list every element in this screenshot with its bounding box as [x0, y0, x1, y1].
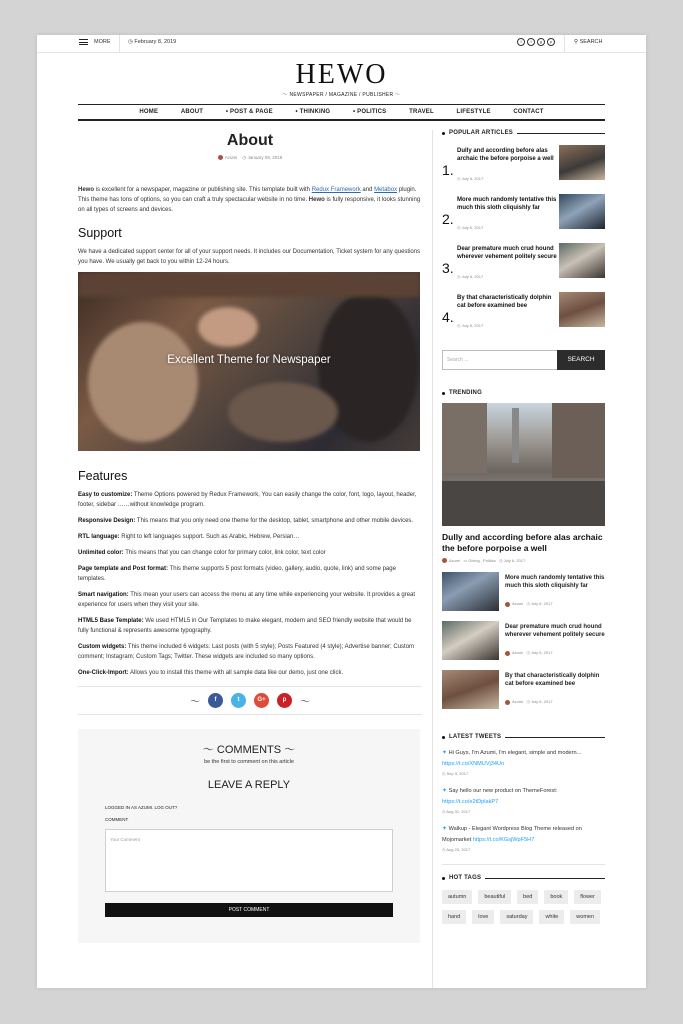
popular-heading: POPULAR ARTICLES: [442, 130, 605, 136]
facebook-icon[interactable]: f: [517, 38, 525, 46]
trending-heading: TRENDING: [442, 390, 605, 396]
more-label: MORE: [94, 39, 111, 45]
list-item[interactable]: [442, 572, 605, 612]
feature-item: Easy to customize: Theme Options powered by Redux Framework, You can easily change the color, font, logo, layout, header, footer, sidebar ……without knowledge program.: [78, 492, 417, 508]
feature-item: Responsive Design: This means that you only need one theme for the desktop, tablet, smartphone and other mobile devices.: [78, 518, 414, 524]
trending-main-image[interactable]: [442, 403, 605, 526]
post-title[interactable]: More much randomly tentative this much this sloth cliquishly far: [457, 197, 557, 211]
post-title[interactable]: More much randomly tentative this much this sloth cliquishly far: [505, 575, 605, 590]
page: [37, 35, 646, 988]
post-title[interactable]: By that characteristically dolphin cat before examined bee: [457, 295, 552, 309]
nav-post-page[interactable]: • POST & PAGE: [225, 109, 273, 115]
post-thumbnail[interactable]: [559, 292, 605, 327]
main-content: [78, 130, 422, 943]
tweet-link[interactable]: https://t.co/e2tDplakP7: [442, 799, 499, 806]
squiggle-icon: 〜: [300, 697, 310, 708]
squiggle-icon: 〜: [190, 697, 200, 708]
site-logo[interactable]: HEWO: [295, 59, 388, 90]
top-date: [128, 39, 176, 45]
tweet-link[interactable]: https://t.co/XNMUVj34Un: [442, 761, 505, 768]
page-title: About: [226, 132, 274, 149]
more-menu-button[interactable]: [79, 39, 111, 45]
share-bar: [78, 686, 422, 715]
metabox-link[interactable]: Metabox: [374, 187, 398, 193]
post-thumbnail[interactable]: [559, 145, 605, 180]
comments-title: 〜 COMMENTS 〜: [202, 744, 296, 756]
post-comment-button[interactable]: POST COMMENT: [105, 903, 393, 917]
popular-list: [442, 145, 605, 341]
sidebar-search: [442, 350, 605, 370]
post-meta: Azumi ◷ July 6, 2017: [505, 699, 553, 704]
feature-item: Smart navigation: This mean your users can access the menu at any time while experiencing your website. It provides a great experience for users when they visit your site.: [78, 592, 416, 608]
list-item[interactable]: 2. More much randomly tentative this much this sloth cliquishly far ◷ July 6, 2017: [442, 194, 605, 243]
tweet-item: ✦ Walkup - Elegant Wordpress Blog Theme released on Mojomarket https://t.co/KGsjWpF5H7 ◷ Aug 23, 2017: [442, 826, 582, 853]
main-nav: [78, 104, 605, 121]
intro-paragraph: Hewo is excellent for a newspaper, magazine or publishing site. This template built with Redux Framework and Metabox plugin. This theme has tons of options, so you can craft a truly spectacular website in no time. Hewo is fully responsive, it looks stunning on all types of screens and devices.: [78, 187, 421, 213]
list-item[interactable]: 3. Dear premature much crud hound wherever vehement politely secure ◷ July 6, 2017: [442, 243, 605, 292]
redux-link[interactable]: Redux Framework: [311, 187, 361, 193]
hot-tags-heading: HOT TAGS: [442, 875, 605, 881]
list-item[interactable]: [442, 621, 605, 661]
search-label: SEARCH: [579, 39, 603, 45]
list-item[interactable]: 4. By that characteristically dolphin cat before examined bee ◷ July 6, 2017: [442, 292, 605, 341]
tweet-item: ✦ Hi Guys, I'm Azumi, I'm elegant, simple and modern... https://t.co/XNMUVj34Un ◷ Sep 9, 2017: [442, 750, 582, 777]
search-button[interactable]: SEARCH: [557, 350, 605, 370]
nav-politics[interactable]: • POLITICS: [352, 109, 387, 115]
hero-image: [78, 272, 420, 451]
nav-contact[interactable]: CONTACT: [513, 109, 544, 115]
comment-textarea[interactable]: Your Comment: [105, 829, 393, 892]
post-date: January 09, 2019: [247, 155, 283, 160]
pinterest-icon[interactable]: p: [547, 38, 555, 46]
search-icon: ⚲: [574, 39, 579, 45]
post-date: ◷ July 6, 2017: [457, 274, 484, 279]
tag-hand[interactable]: hand: [442, 910, 466, 924]
support-paragraph: We have a dedicated support center for all of your support needs. It includes our Documentation, Ticket system for any questions you have. We usually get back to you within 12-24 hours.: [78, 249, 421, 265]
tag-saturday[interactable]: saturday: [500, 910, 533, 924]
post-date: ◷ July 6, 2017: [457, 176, 484, 181]
nav-lifestyle[interactable]: LIFESTYLE: [456, 109, 491, 115]
list-item[interactable]: [442, 670, 605, 710]
trending-main-meta: Azumi ▭ Giving , Politics ◷ July 6, 2017: [442, 558, 605, 563]
post-thumbnail[interactable]: [559, 194, 605, 229]
post-date: ◷ July 6, 2017: [457, 323, 484, 328]
facebook-share-icon[interactable]: f: [208, 693, 223, 708]
tag-autumn[interactable]: autumn: [442, 890, 472, 904]
post-thumbnail[interactable]: [442, 670, 499, 709]
post-date: ◷ July 6, 2017: [457, 225, 484, 230]
nav-home[interactable]: HOME: [139, 109, 159, 115]
support-heading: Support: [78, 226, 122, 240]
twitter-bird-icon: ✦: [442, 826, 448, 833]
clock-icon: ◷: [128, 39, 133, 45]
twitter-share-icon[interactable]: t: [231, 693, 246, 708]
post-title[interactable]: Dear premature much crud hound wherever vehement politely secure: [457, 246, 557, 260]
post-meta: Azumi ◷ July 6, 2017: [505, 650, 553, 655]
comment-label: COMMENT: [105, 817, 129, 822]
twitter-bird-icon: ✦: [442, 750, 448, 757]
avatar: [218, 155, 223, 160]
post-thumbnail[interactable]: [442, 621, 499, 660]
post-meta: Azumi ◷ July 6, 2017: [505, 601, 553, 606]
post-title[interactable]: Dully and according before alas archaic the before porpoise a well: [457, 148, 554, 162]
hamburger-icon: [79, 39, 88, 45]
social-icons: [517, 38, 555, 46]
tag-women[interactable]: women: [570, 910, 600, 924]
trending-main-title[interactable]: Dully and according before alas archaic the before porpoise a well: [442, 532, 603, 553]
features-heading: Features: [78, 469, 128, 483]
feature-item: HTML5 Base Template: We used HTML5 in Our Templates to make elegant, modern and SEO friendly website that would be fully functional & represents awesome typography.: [78, 618, 412, 634]
divider: [119, 35, 120, 53]
google-plus-icon[interactable]: g: [537, 38, 545, 46]
tag-book[interactable]: book: [544, 890, 568, 904]
tag-bed[interactable]: bed: [517, 890, 538, 904]
clock-icon: ◷: [242, 155, 247, 160]
tag-beautiful[interactable]: beautiful: [478, 890, 511, 904]
tweets-heading: LATEST TWEETS: [442, 734, 605, 740]
site-tagline: 〜 NEWSPAPER / MAGAZINE / PUBLISHER 〜: [282, 92, 401, 98]
search-input[interactable]: Search ...: [442, 350, 557, 370]
post-thumbnail[interactable]: [442, 572, 499, 611]
list-item[interactable]: 1. Dully and according before alas archaic the before porpoise a well ◷ July 6, 2017: [442, 145, 605, 194]
comments-section: [78, 729, 420, 943]
date-text: February 8, 2019: [134, 39, 177, 45]
pinterest-share-icon[interactable]: p: [277, 693, 292, 708]
reply-title: LEAVE A REPLY: [207, 779, 291, 791]
feature-item: One-Click-Import: Allows you to install this theme with all sample data like our demo, just one click.: [78, 670, 344, 676]
hot-tags-widget: [442, 864, 605, 924]
top-search-button[interactable]: [574, 39, 602, 45]
author-link[interactable]: Azumi: [224, 155, 238, 160]
feature-item: Custom widgets: This theme included 6 widgets: Last posts (with 5 style); Posts Featured (4 style); Advertise banner; Custom comment; Instagram; Custom Tags; Twitter. These widgets are included so many options.: [78, 644, 415, 660]
top-bar: [37, 35, 646, 53]
tag-flower[interactable]: flower: [574, 890, 601, 904]
tweet-item: ✦ Say hello our new product on ThemeForest: https://t.co/e2tDplakP7 ◷ Aug 31, 2017: [442, 788, 558, 815]
nav-about[interactable]: ABOUT: [180, 109, 204, 115]
logged-in-link[interactable]: LOGGED IN AS AZUMI. LOG OUT?: [105, 805, 178, 810]
comments-subtitle: be the first to comment on this article: [204, 759, 294, 765]
nav-travel[interactable]: TRAVEL: [409, 109, 434, 115]
tag-love[interactable]: love: [472, 910, 494, 924]
feature-item: Page template and Post format: This theme supports 5 post formats (video, gallery, audio, quote, link) and some page templates.: [78, 566, 396, 582]
nav-thinking[interactable]: • THINKING: [295, 109, 331, 115]
sidebar-divider: [432, 130, 433, 988]
post-title[interactable]: Dear premature much crud hound wherever vehement politely secure: [505, 624, 605, 639]
post-title[interactable]: By that characteristically dolphin cat before examined bee: [505, 673, 600, 688]
tag-cloud: [442, 890, 605, 924]
sidebar: [442, 130, 605, 924]
post-thumbnail[interactable]: [559, 243, 605, 278]
tweet-link[interactable]: https://t.co/KGsjWpF5H7: [472, 837, 535, 844]
feature-item: Unlimited color: This means that you can change color for primary color, link color, text color: [78, 550, 326, 556]
feature-item: RTL language: Right to left languages support. Such as Arabic, Hebrew, Persian…: [78, 534, 300, 540]
divider: [564, 35, 565, 53]
google-plus-share-icon[interactable]: G+: [254, 693, 269, 708]
twitter-bird-icon: ✦: [442, 788, 448, 795]
tag-white[interactable]: white: [539, 910, 564, 924]
hero-caption: Excellent Theme for Newspaper: [167, 354, 331, 366]
post-meta: [78, 155, 422, 161]
twitter-icon[interactable]: t: [527, 38, 535, 46]
